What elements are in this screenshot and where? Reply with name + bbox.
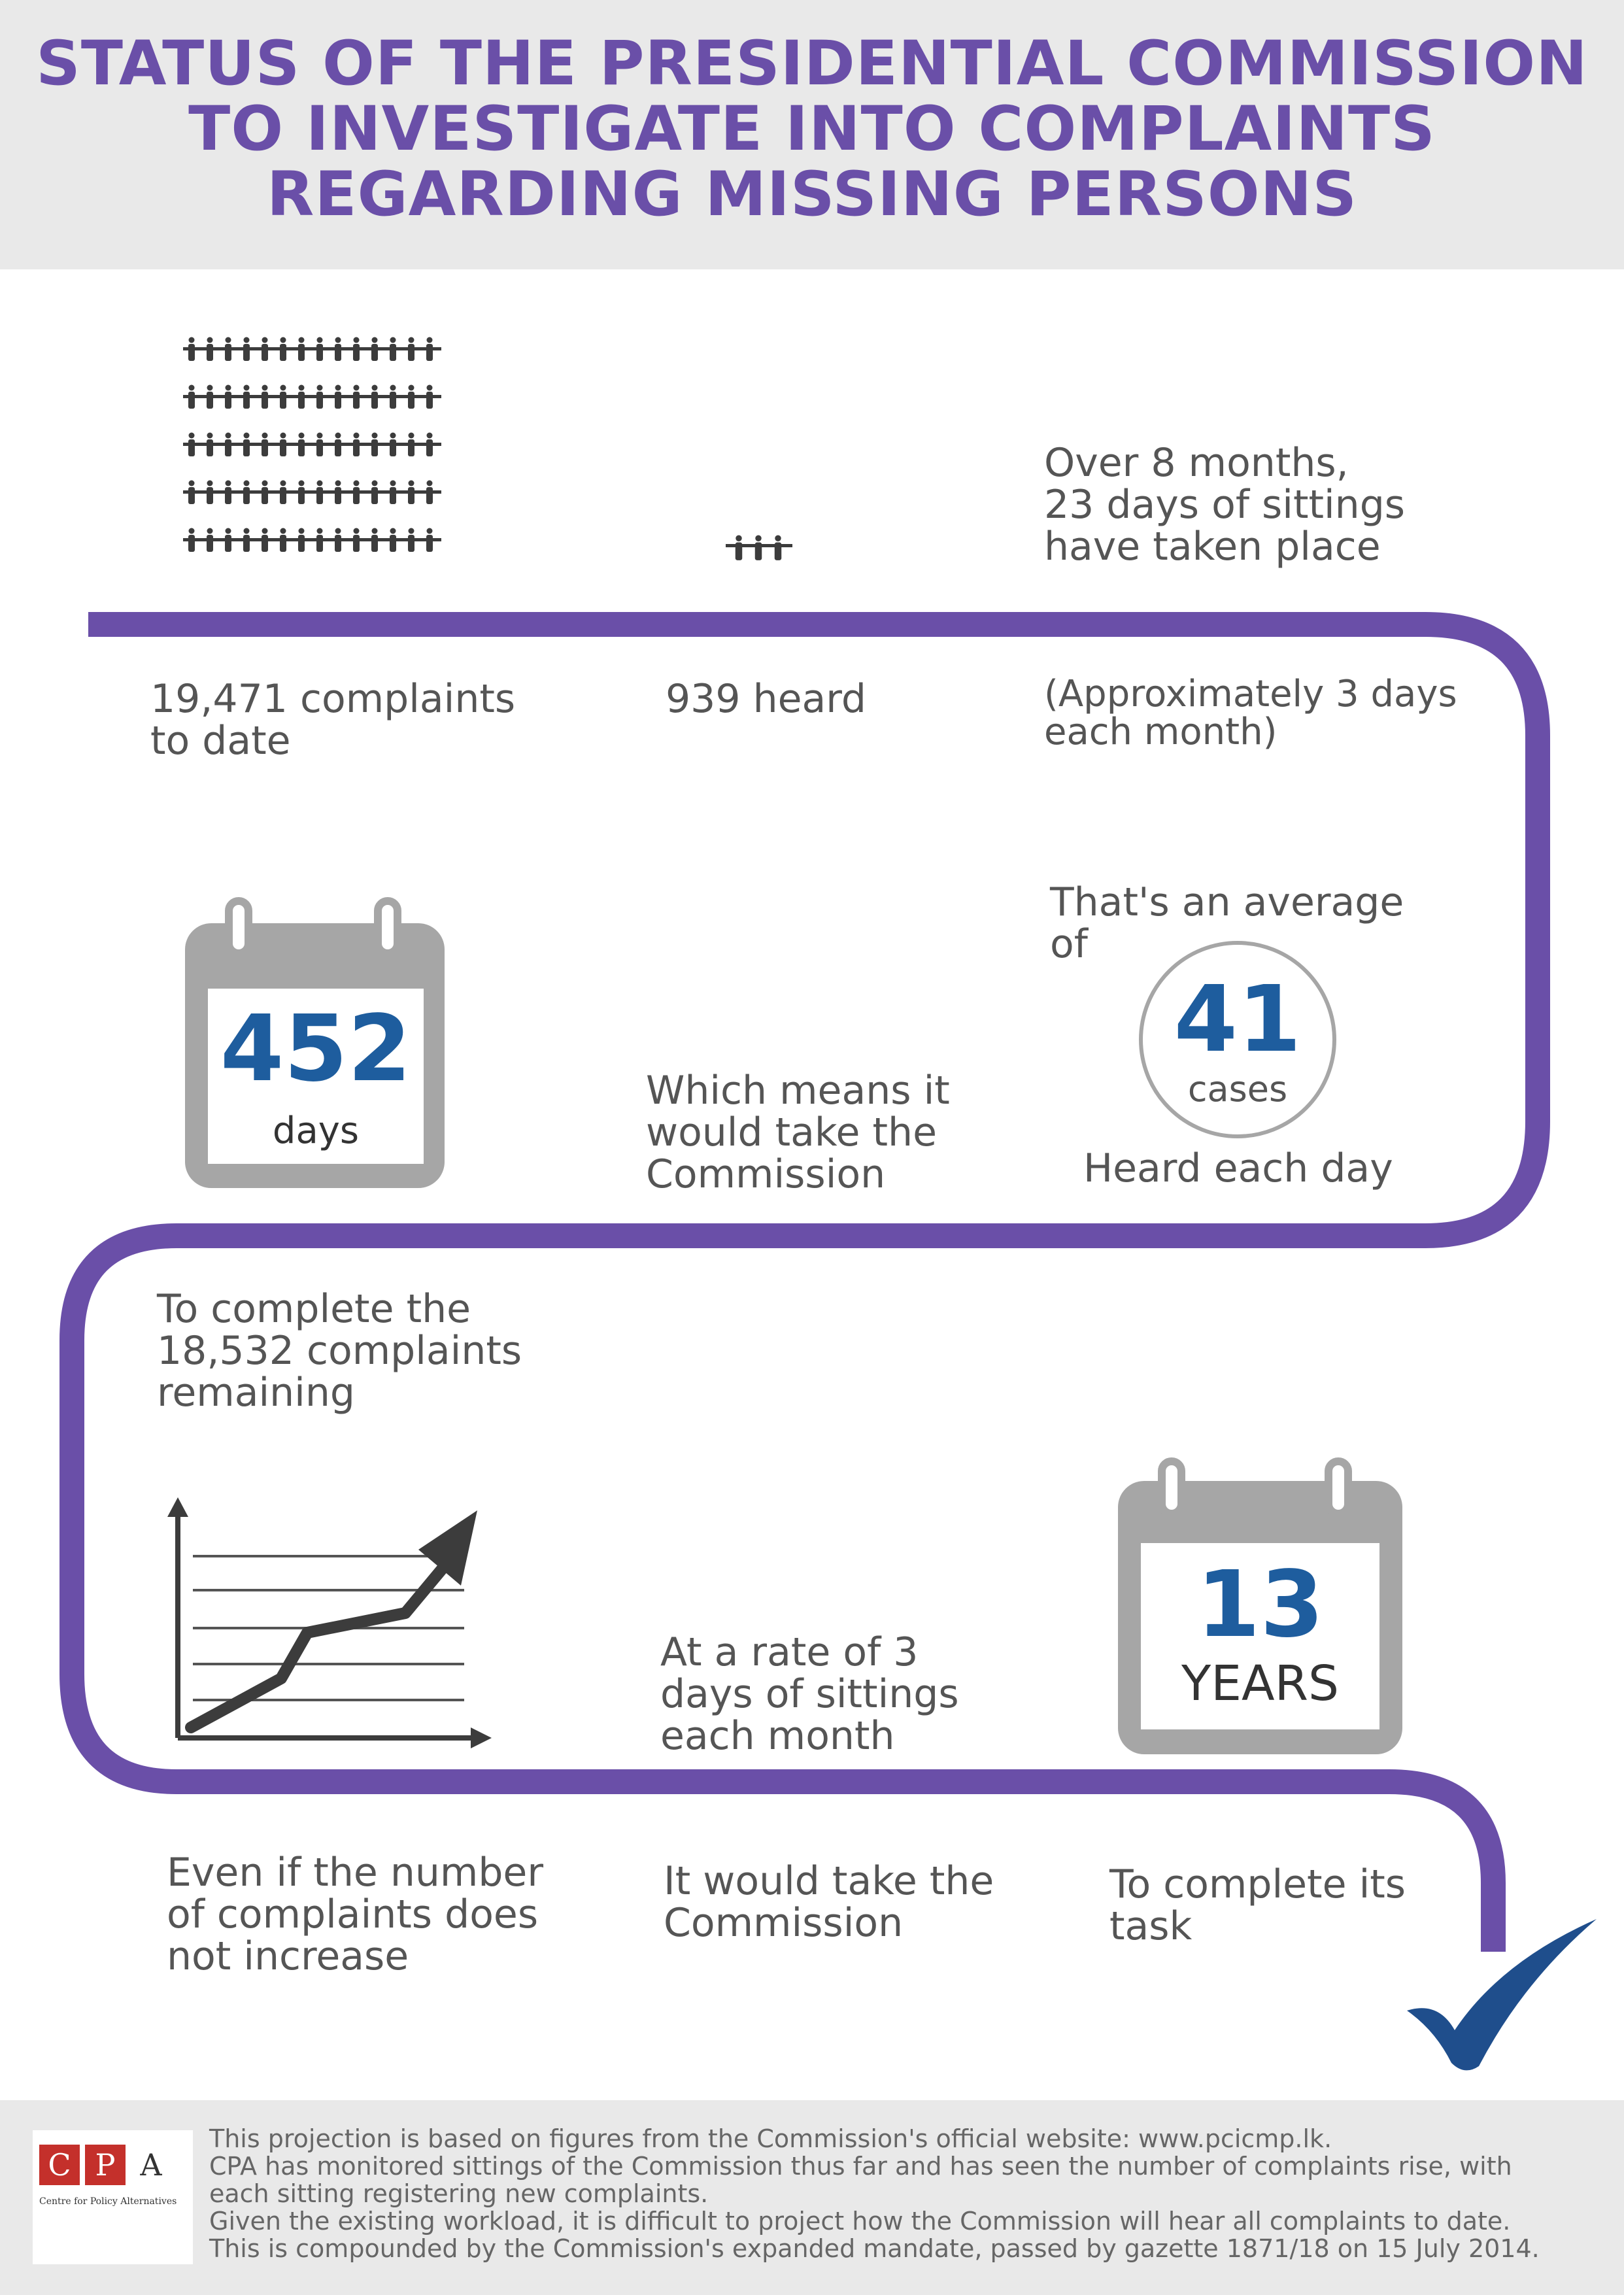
growth-chart-icon <box>167 1497 492 1748</box>
logo-name: Centre for Policy Alternatives <box>39 2196 177 2207</box>
even-if-text: Even if the number of complaints does not increase <box>167 1850 544 1979</box>
rate-text: At a rate of 3 days of sittings each month <box>660 1629 959 1759</box>
title-line-3: REGARDING MISSING PERSONS <box>266 159 1358 230</box>
calendar-452-number: 452 <box>220 996 412 1102</box>
calendar-452-unit: days <box>272 1110 360 1152</box>
which-means-text: Which means it would take the Commission <box>646 1068 950 1197</box>
footer-line-1: This projection is based on figures from the Commission's official website: www.pcicmp.lk. <box>209 2124 1332 2153</box>
approx-text: (Approximately 3 days each month) <box>1044 673 1457 753</box>
logo-letter-p: P <box>85 2145 126 2185</box>
footer-line-3: each sitting registering new complaints. <box>209 2179 709 2208</box>
footer-line-4: Given the existing workload, it is difficult to project how the Commission will hear all complaints to date. <box>209 2207 1511 2236</box>
average-outro-text: Heard each day <box>1083 1146 1393 1191</box>
cpa-logo <box>33 2130 193 2264</box>
people-small-icon <box>726 536 792 560</box>
logo-letter-a: A <box>131 2145 171 2185</box>
logo-letter-c: C <box>39 2145 80 2185</box>
footer-notes <box>209 2125 1595 2262</box>
footer-line-5: This is compounded by the Commission's expanded mandate, passed by gazette 1871/18 on 15 July 2014. <box>209 2234 1540 2263</box>
average-intro-text: That's an average of <box>1050 879 1404 967</box>
average-number: 41 <box>1174 966 1302 1073</box>
calendar-13-unit: YEARS <box>1181 1656 1339 1712</box>
calendar-13-number: 13 <box>1196 1552 1324 1658</box>
footer-line-2: CPA has monitored sittings of the Commission thus far and has seen the number of complaints rise, with <box>209 2152 1512 2181</box>
average-unit: cases <box>1187 1068 1288 1110</box>
would-take-text: It would take the Commission <box>664 1858 994 1946</box>
title-line-2: TO INVESTIGATE INTO COMPLAINTS <box>188 94 1436 165</box>
sittings-text: Over 8 months, 23 days of sittings have taken place <box>1044 440 1406 570</box>
task-text: To complete its task <box>1109 1862 1406 1949</box>
title-line-1: STATUS OF THE PRESIDENTIAL COMMISSION <box>36 28 1588 99</box>
to-complete-text: To complete the 18,532 complaints remaining <box>157 1286 522 1416</box>
complaints-total-text: 19,471 complaints to date <box>150 676 516 764</box>
heard-text: 939 heard <box>666 676 867 722</box>
people-crowd-icon <box>183 337 441 552</box>
